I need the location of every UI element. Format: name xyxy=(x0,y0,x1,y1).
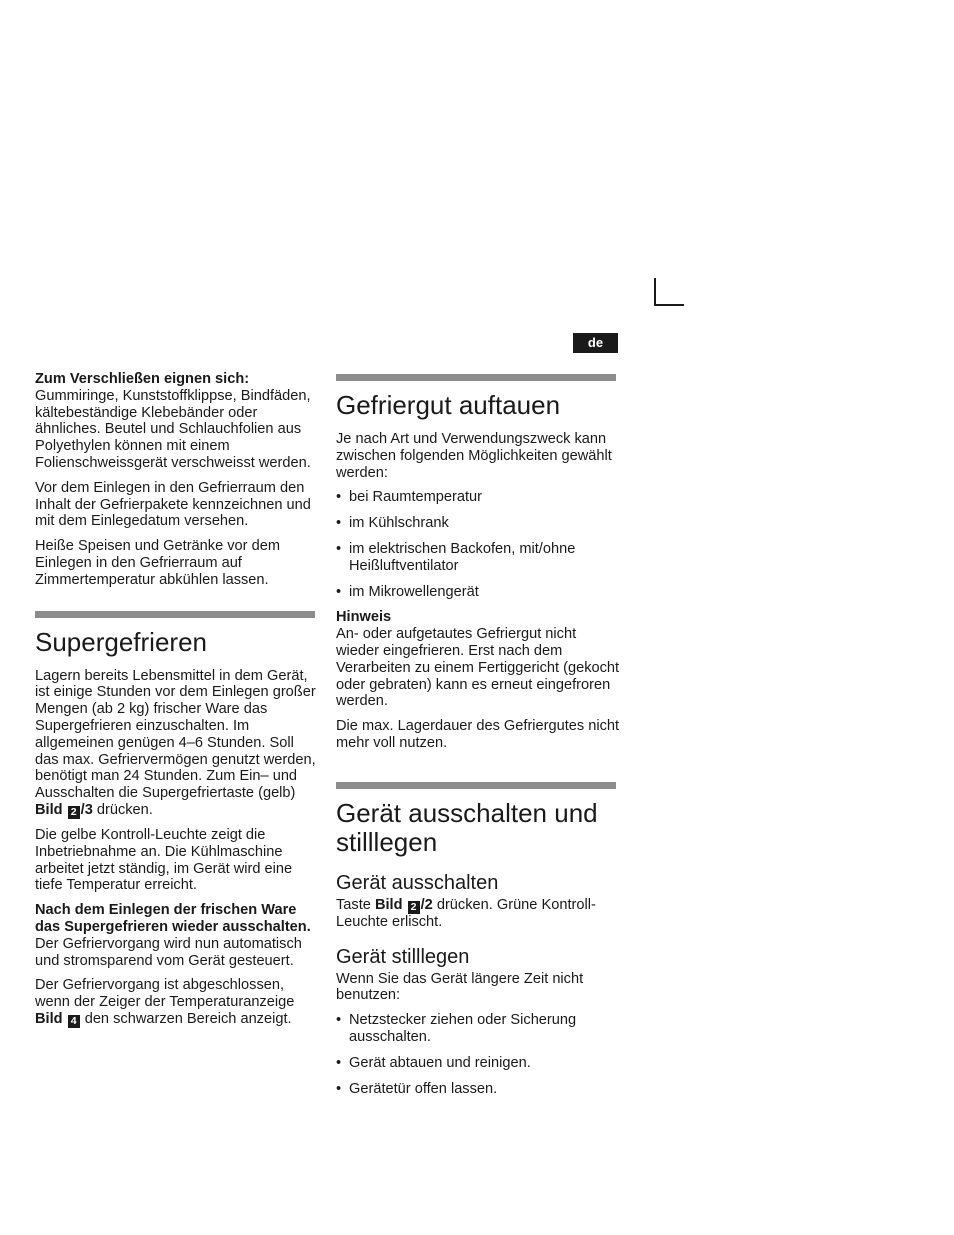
language-badge: de xyxy=(573,333,618,353)
list-item: • im elektrischen Backofen, mit/ohne Heißluftventilator xyxy=(336,541,621,575)
section-divider-ausschalten xyxy=(336,782,616,789)
left-column xyxy=(35,371,320,1036)
closures-text: Gummiringe, Kunststoffklippse, Bindfäden, kältebeständige Klebebänder oder ähnliches. Beutel und Schlauchfolien aus Polyethylen können mit einem Folienschweissgerät verschweisst werden. xyxy=(35,387,311,471)
section-title-ausschalten: Gerät ausschalten und stilllegen xyxy=(336,797,598,857)
right-column xyxy=(336,374,621,1106)
decommission-steps-list xyxy=(336,1012,621,1097)
super-p3-bold: Nach dem Einlegen der frischen Ware das Supergefrieren wieder ausschalten. xyxy=(35,902,311,935)
section-title-supergefrieren: Supergefrieren xyxy=(35,626,207,657)
figure-ref-word: Bild xyxy=(35,801,63,818)
super-p3-rest: Der Gefriervorgang wird nun automatisch und stromsparend vom Gerät gesteuert. xyxy=(35,935,302,969)
section-divider-supergefrieren xyxy=(35,611,315,618)
section-title-auftauen: Gefriergut auftauen xyxy=(336,390,561,420)
super-paragraph-3 xyxy=(35,902,320,969)
switch-off-paragraph xyxy=(336,897,621,931)
super-p1-end: drücken. xyxy=(96,801,153,818)
switch-off-post: drücken. Grüne Kontroll-Leuchte erlischt. xyxy=(336,896,596,930)
list-item: • Gerät abtauen und reinigen. xyxy=(336,1055,621,1072)
figure-ref-word: Bild xyxy=(35,1010,63,1027)
switch-off-pre: Taste xyxy=(336,896,371,913)
crop-mark-horizontal xyxy=(654,304,684,306)
label-text: Vor dem Einlegen in den Gefrierraum den Inhalt der Gefrierpakete kennzeichnen und mit dem Einlegedatum versehen. xyxy=(35,479,311,530)
figure-number-badge: 4 xyxy=(68,1015,80,1028)
list-item: • im Mikrowellengerät xyxy=(336,584,621,601)
closures-heading: Zum Verschließen eignen sich: xyxy=(35,371,250,387)
list-item: • Netzstecker ziehen oder Sicherung ausschalten. xyxy=(336,1012,621,1046)
note-paragraph-1: An- oder aufgetautes Gefriergut nicht wieder eingefrieren. Erst nach dem Verarbeiten zu einem Fertiggericht (gekocht oder gebraten) kann es erneut eingefroren werden. xyxy=(336,626,620,710)
super-paragraph-2: Die gelbe Kontroll-Leuchte zeigt die Inbetriebnahme an. Die Kühlmaschine arbeitet jetzt ständig, im Gerät wird eine tiefe Temperatur erreicht. xyxy=(35,826,293,894)
figure-number-badge: 2 xyxy=(408,901,420,914)
note-heading: Hinweis xyxy=(336,609,392,626)
section-divider-auftauen xyxy=(336,374,616,381)
list-item: • bei Raumtemperatur xyxy=(336,489,621,506)
cool-text: Heiße Speisen und Getränke vor dem Einlegen in den Gefrierraum auf Zimmertemperatur abkühlen lassen. xyxy=(35,538,280,588)
thaw-intro: Je nach Art und Verwendungszweck kann zwischen folgenden Möglichkeiten gewählt werden: xyxy=(336,431,612,481)
list-item: • Gerätetür offen lassen. xyxy=(336,1081,621,1098)
super-paragraph-4 xyxy=(35,977,320,1028)
super-p4-text: Der Gefriervorgang ist abgeschlossen, wenn der Zeiger der Temperaturanzeige xyxy=(35,977,295,1011)
figure-number-badge: 2 xyxy=(68,806,80,819)
note-paragraph-2: Die max. Lagerdauer des Gefriergutes nicht mehr voll nutzen. xyxy=(336,718,620,751)
thaw-options-list xyxy=(336,489,621,600)
list-item: • im Kühlschrank xyxy=(336,515,621,532)
decommission-intro: Wenn Sie das Gerät längere Zeit nicht benutzen: xyxy=(336,970,584,1004)
super-paragraph-1 xyxy=(35,668,320,819)
crop-mark-vertical xyxy=(654,278,656,306)
figure-item-ref: /2 xyxy=(420,896,433,913)
super-p4-end: den schwarzen Bereich anzeigt. xyxy=(84,1010,292,1027)
super-p1-text: Lagern bereits Lebensmittel in dem Gerät, ist einige Stunden vor dem Einlegen großer Mengen (ab 2 kg) frischer Ware das Supergefrieren einzuschalten. Im allgemeinen genügen 4–6 Stunden. Soll das max. Gefriervermögen genutzt werden, benötigt man 24 Stunden. Zum Ein– und Ausschalten die Supergefriertaste (gelb) xyxy=(35,667,316,802)
figure-ref-word: Bild xyxy=(374,896,403,913)
switch-off-heading: Gerät ausschalten xyxy=(336,871,499,894)
decommission-heading: Gerät stilllegen xyxy=(336,945,470,968)
figure-item-ref: /3 xyxy=(80,801,93,818)
